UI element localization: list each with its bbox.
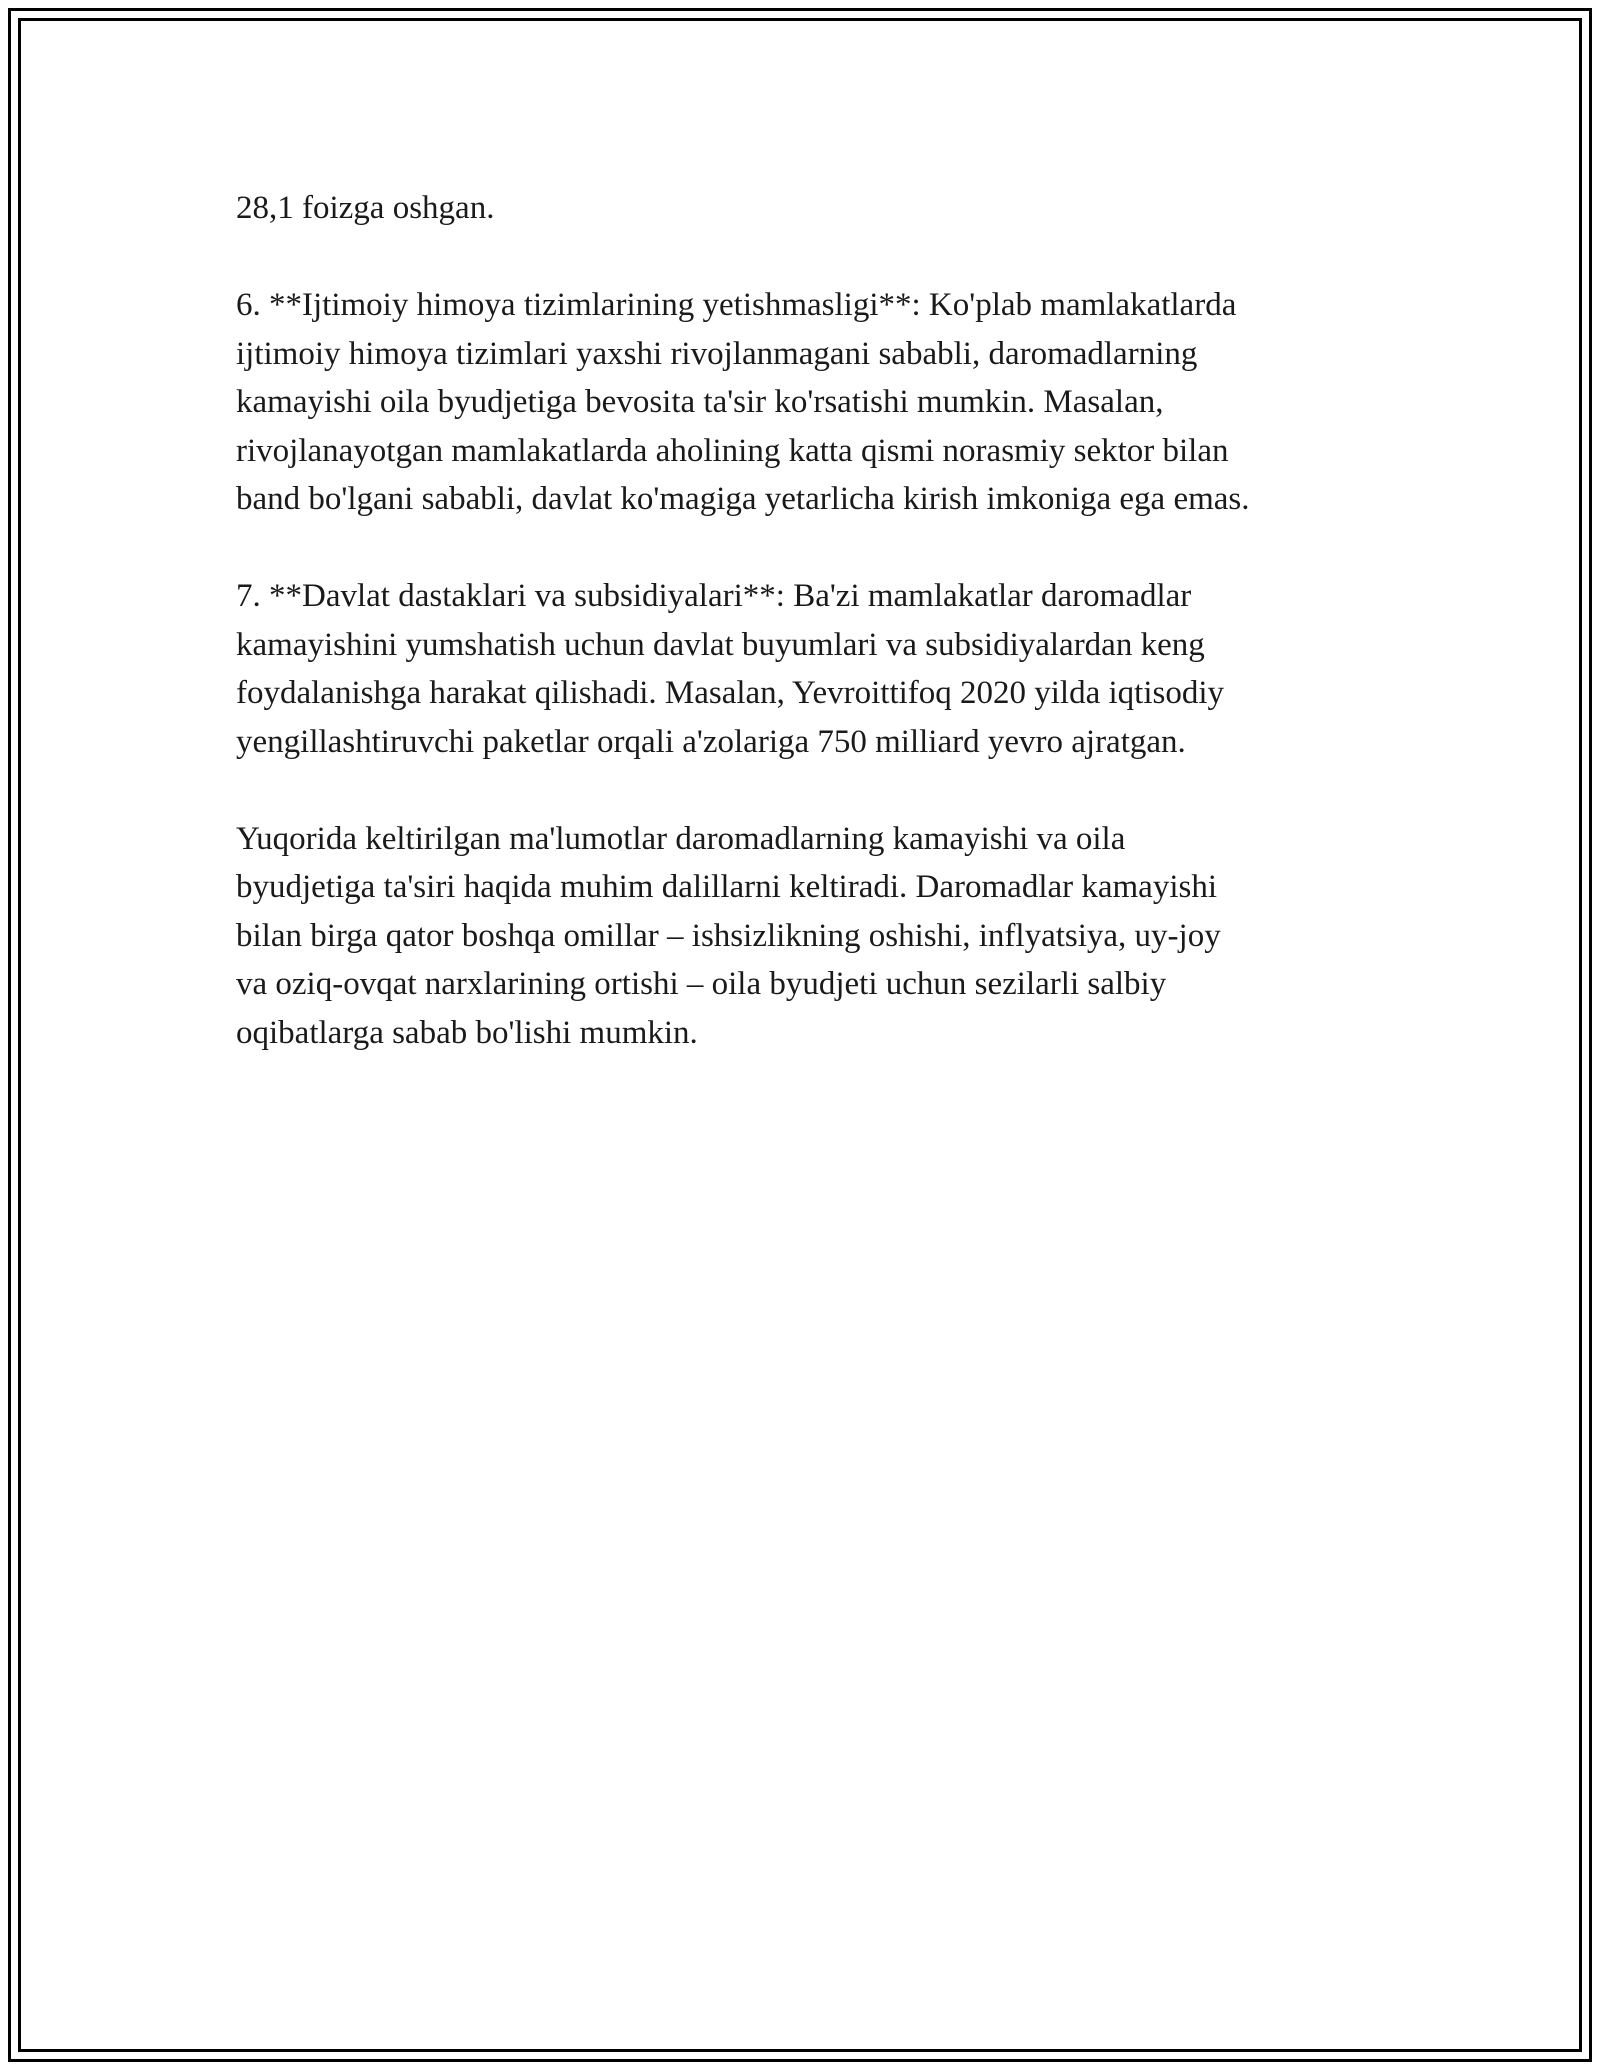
paragraph-gap <box>236 524 1376 573</box>
text-line: oqibatlarga sabab bo'lishi mumkin. <box>236 1014 698 1051</box>
text-line: foydalanishga harakat qilishadi. Masalan, Yevroittifoq 2020 yilda iqtisodiy <box>236 675 1225 711</box>
text-line: ijtimoiy himoya tizimlari yaxshi rivojlanmagani sababli, daromadlarning <box>236 335 1198 372</box>
text-line: va oziq-ovqat narxlarining ortishi – oila byudjeti uchun sezilarli salbiy <box>236 966 1167 1002</box>
text-line: band bo'lgani sababli, davlat ko'magiga yetarlicha kirish imkoniga ega emas. <box>236 481 1250 517</box>
document-body <box>236 184 1376 1057</box>
paragraph-item-7 <box>236 572 1376 766</box>
text-line: 7. **Davlat dastaklari va subsidiyalari**: Ba'zi mamlakatlar daromadlar <box>236 578 1192 614</box>
text-line: 28,1 foizga oshgan. <box>236 190 495 226</box>
paragraph-gap <box>236 766 1376 815</box>
paragraph-continuation <box>236 184 1376 233</box>
text-line: byudjetiga ta'siri haqida muhim dalillarni keltiradi. Daromadlar kamayishi <box>236 869 1218 905</box>
text-line: Yuqorida keltirilgan ma'lumotlar daromadlarning kamayishi va oila <box>236 820 1126 857</box>
paragraph-conclusion <box>236 815 1376 1058</box>
paragraph-gap <box>236 233 1376 282</box>
text-line: 6. **Ijtimoiy himoya tizimlarining yetishmasligi**: Ko'plab mamlakatlarda <box>236 287 1237 323</box>
text-line: kamayishi oila byudjetiga bevosita ta'sir ko'rsatishi mumkin. Masalan, <box>236 384 1164 420</box>
text-line: bilan birga qator boshqa omillar – ishsizlikning oshishi, inflyatsiya, uy-joy <box>236 917 1221 954</box>
text-line: kamayishini yumshatish uchun davlat buyumlari va subsidiyalardan keng <box>236 626 1205 663</box>
text-line: yengillashtiruvchi paketlar orqali a'zolariga 750 milliard yevro ajratgan. <box>236 723 1186 760</box>
text-line: rivojlanayotgan mamlakatlarda aholining katta qismi norasmiy sektor bilan <box>236 432 1229 469</box>
paragraph-item-6 <box>236 281 1376 524</box>
